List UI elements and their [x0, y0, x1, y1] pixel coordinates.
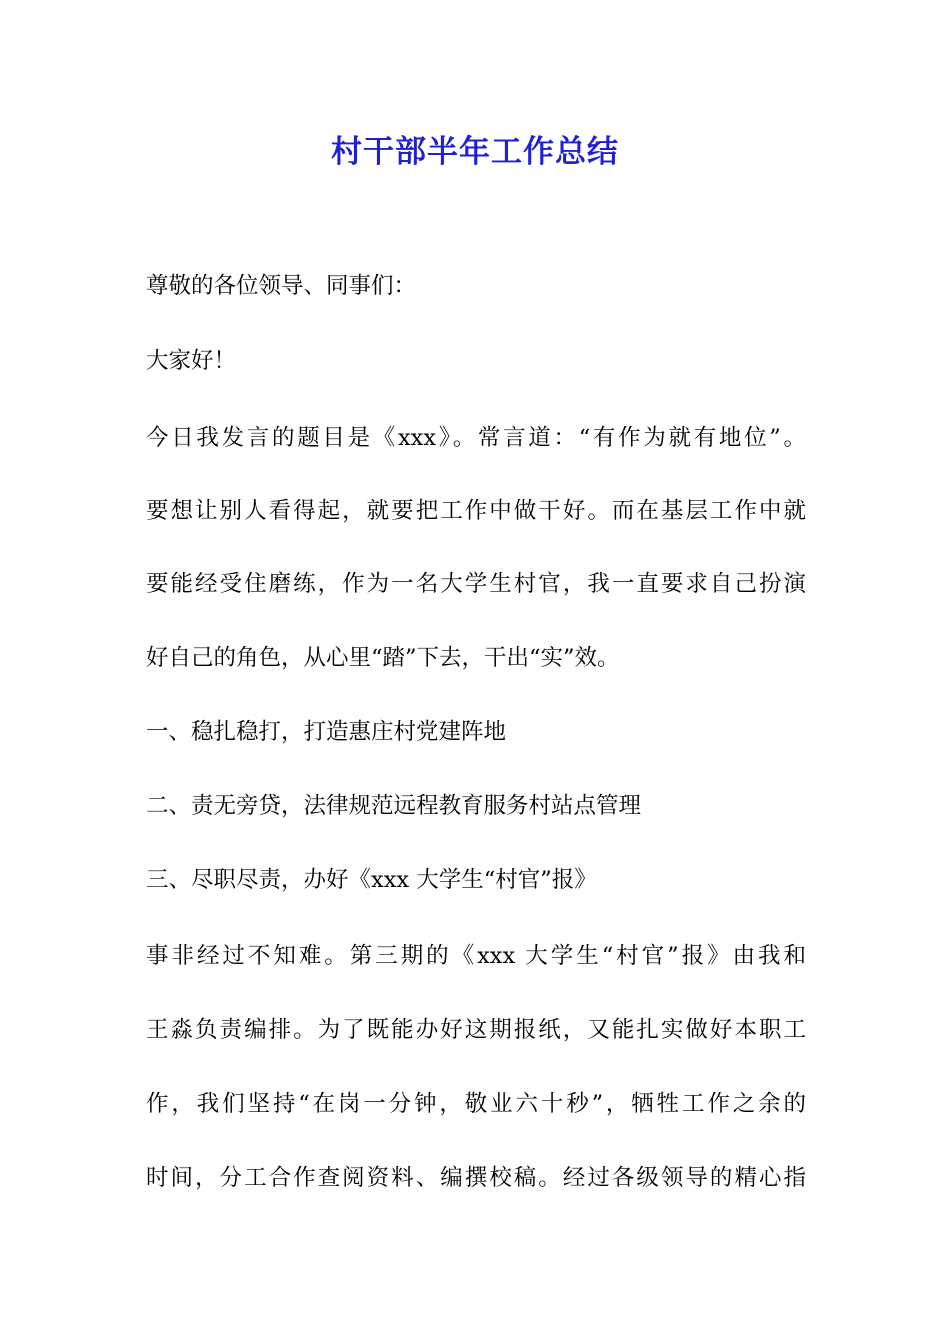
body-line: 时间，分工合作查阅资料、编撰校稿。经过各级领导的精心指: [146, 1165, 806, 1191]
body-line: 作，我们坚持“在岗一分钟，敬业六十秒”，牺牲工作之余的: [146, 1091, 806, 1117]
body-line: 要想让别人看得起，就要把工作中做干好。而在基层工作中就: [146, 498, 806, 524]
body-line: 王淼负责编排。为了既能办好这期报纸，又能扎实做好本职工: [146, 1017, 806, 1043]
salutation-line: 尊敬的各位领导、同事们：: [146, 273, 417, 299]
body-line: 事非经过不知难。第三期的《xxx 大学生“村官”报》由我和: [146, 943, 806, 969]
section-heading-2: 二、责无旁贷，法律规范远程教育服务村站点管理: [146, 793, 642, 819]
document-title: 村干部半年工作总结: [331, 134, 619, 170]
body-line: 今日我发言的题目是《xxx》。常言道：“有作为就有地位”。: [146, 425, 806, 451]
greeting-line: 大家好！: [146, 348, 237, 374]
section-heading-3: 三、尽职尽责，办好《xxx 大学生“村官”报》: [146, 867, 597, 893]
body-line: 要能经受住磨练，作为一名大学生村官，我一直要求自己扮演: [146, 571, 806, 597]
section-heading-1: 一、稳扎稳打，打造惠庄村党建阵地: [146, 719, 507, 745]
body-line: 好自己的角色，从心里“踏”下去，干出“实”效。: [146, 645, 620, 671]
